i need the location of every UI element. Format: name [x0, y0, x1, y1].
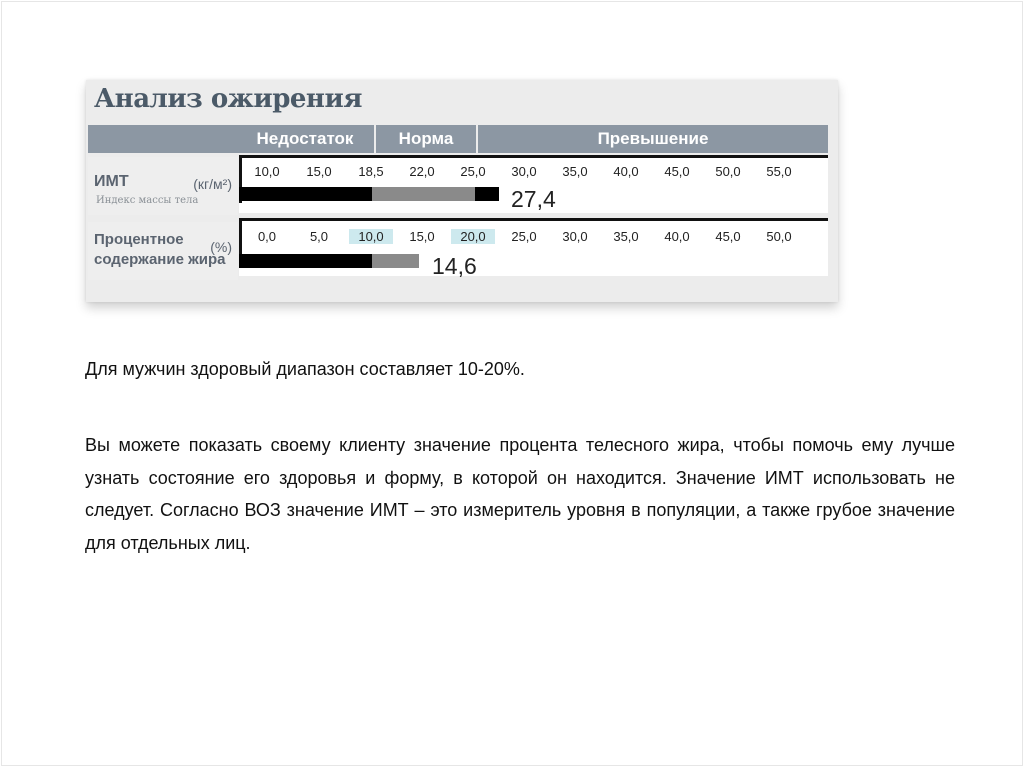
bmi-tick: 55,0	[766, 164, 792, 179]
bmi-tick: 18,5	[358, 164, 384, 179]
fat-tick-highlight: 10,0	[349, 229, 393, 244]
header-norm: Норма	[398, 129, 454, 148]
bmi-tick: 40,0	[613, 164, 639, 179]
body-paragraph: Вы можете показать своему клиенту значение процента телесного жира, чтобы помочь ему лучше узнать состояние его здоровья и форму, в которой он находится. Значение ИМТ использовать не следует. Согласно ВОЗ значение ИМТ – это измеритель уровня в популяции, а также грубое значение для отдельных лиц.	[85, 435, 955, 553]
bmi-tick: 25,0	[460, 164, 486, 179]
fat-scale	[239, 218, 828, 279]
fat-bar-norm	[372, 254, 419, 268]
fat-tick: 0,0	[257, 229, 277, 244]
bmi-bar-norm	[372, 187, 475, 201]
fat-tick: 5,0	[309, 229, 329, 244]
fat-bar-deficit	[239, 254, 372, 268]
bmi-tick: 30,0	[511, 164, 537, 179]
fat-tick: 15,0	[409, 229, 435, 244]
fat-unit: (%)	[210, 239, 232, 255]
fat-label-line1: Процентное	[94, 231, 184, 248]
bmi-tick: 15,0	[306, 164, 332, 179]
header-excess: Превышение	[597, 129, 709, 148]
obesity-analysis-panel	[86, 80, 838, 302]
healthy-range-note: Для мужчин здоровый диапазон составляет 10-20%.	[85, 359, 525, 379]
category-header	[88, 125, 828, 153]
bmi-unit: (кг/м²)	[193, 176, 232, 192]
fat-tick: 35,0	[613, 229, 639, 244]
fat-tick: 30,0	[562, 229, 588, 244]
fat-tick: 45,0	[715, 229, 741, 244]
bmi-tick: 10,0	[254, 164, 280, 179]
scale-top-line	[239, 218, 828, 221]
header-deficit: Недостаток	[256, 129, 354, 148]
scale-top-line	[239, 155, 828, 158]
bmi-label: ИМТ	[94, 173, 129, 190]
bmi-bar-excess	[475, 187, 499, 201]
bmi-bar-deficit	[239, 187, 372, 201]
fat-tick: 50,0	[766, 229, 792, 244]
fat-tick: 40,0	[664, 229, 690, 244]
fat-tick: 25,0	[511, 229, 537, 244]
panel-title: Анализ ожирения	[94, 84, 362, 114]
fat-value: 14,6	[432, 253, 477, 279]
bmi-tick: 22,0	[409, 164, 435, 179]
bmi-scale	[239, 155, 828, 213]
bmi-tick: 35,0	[562, 164, 588, 179]
fat-label-line2: содержание жира	[94, 251, 226, 268]
fat-tick-highlight: 20,0	[451, 229, 495, 244]
bmi-tick: 50,0	[715, 164, 741, 179]
bmi-sublabel: Индекс массы тела	[96, 195, 199, 206]
fat-label-cell	[88, 222, 238, 280]
bmi-label-cell	[88, 157, 238, 215]
bmi-tick: 45,0	[664, 164, 690, 179]
bmi-value: 27,4	[511, 186, 556, 212]
